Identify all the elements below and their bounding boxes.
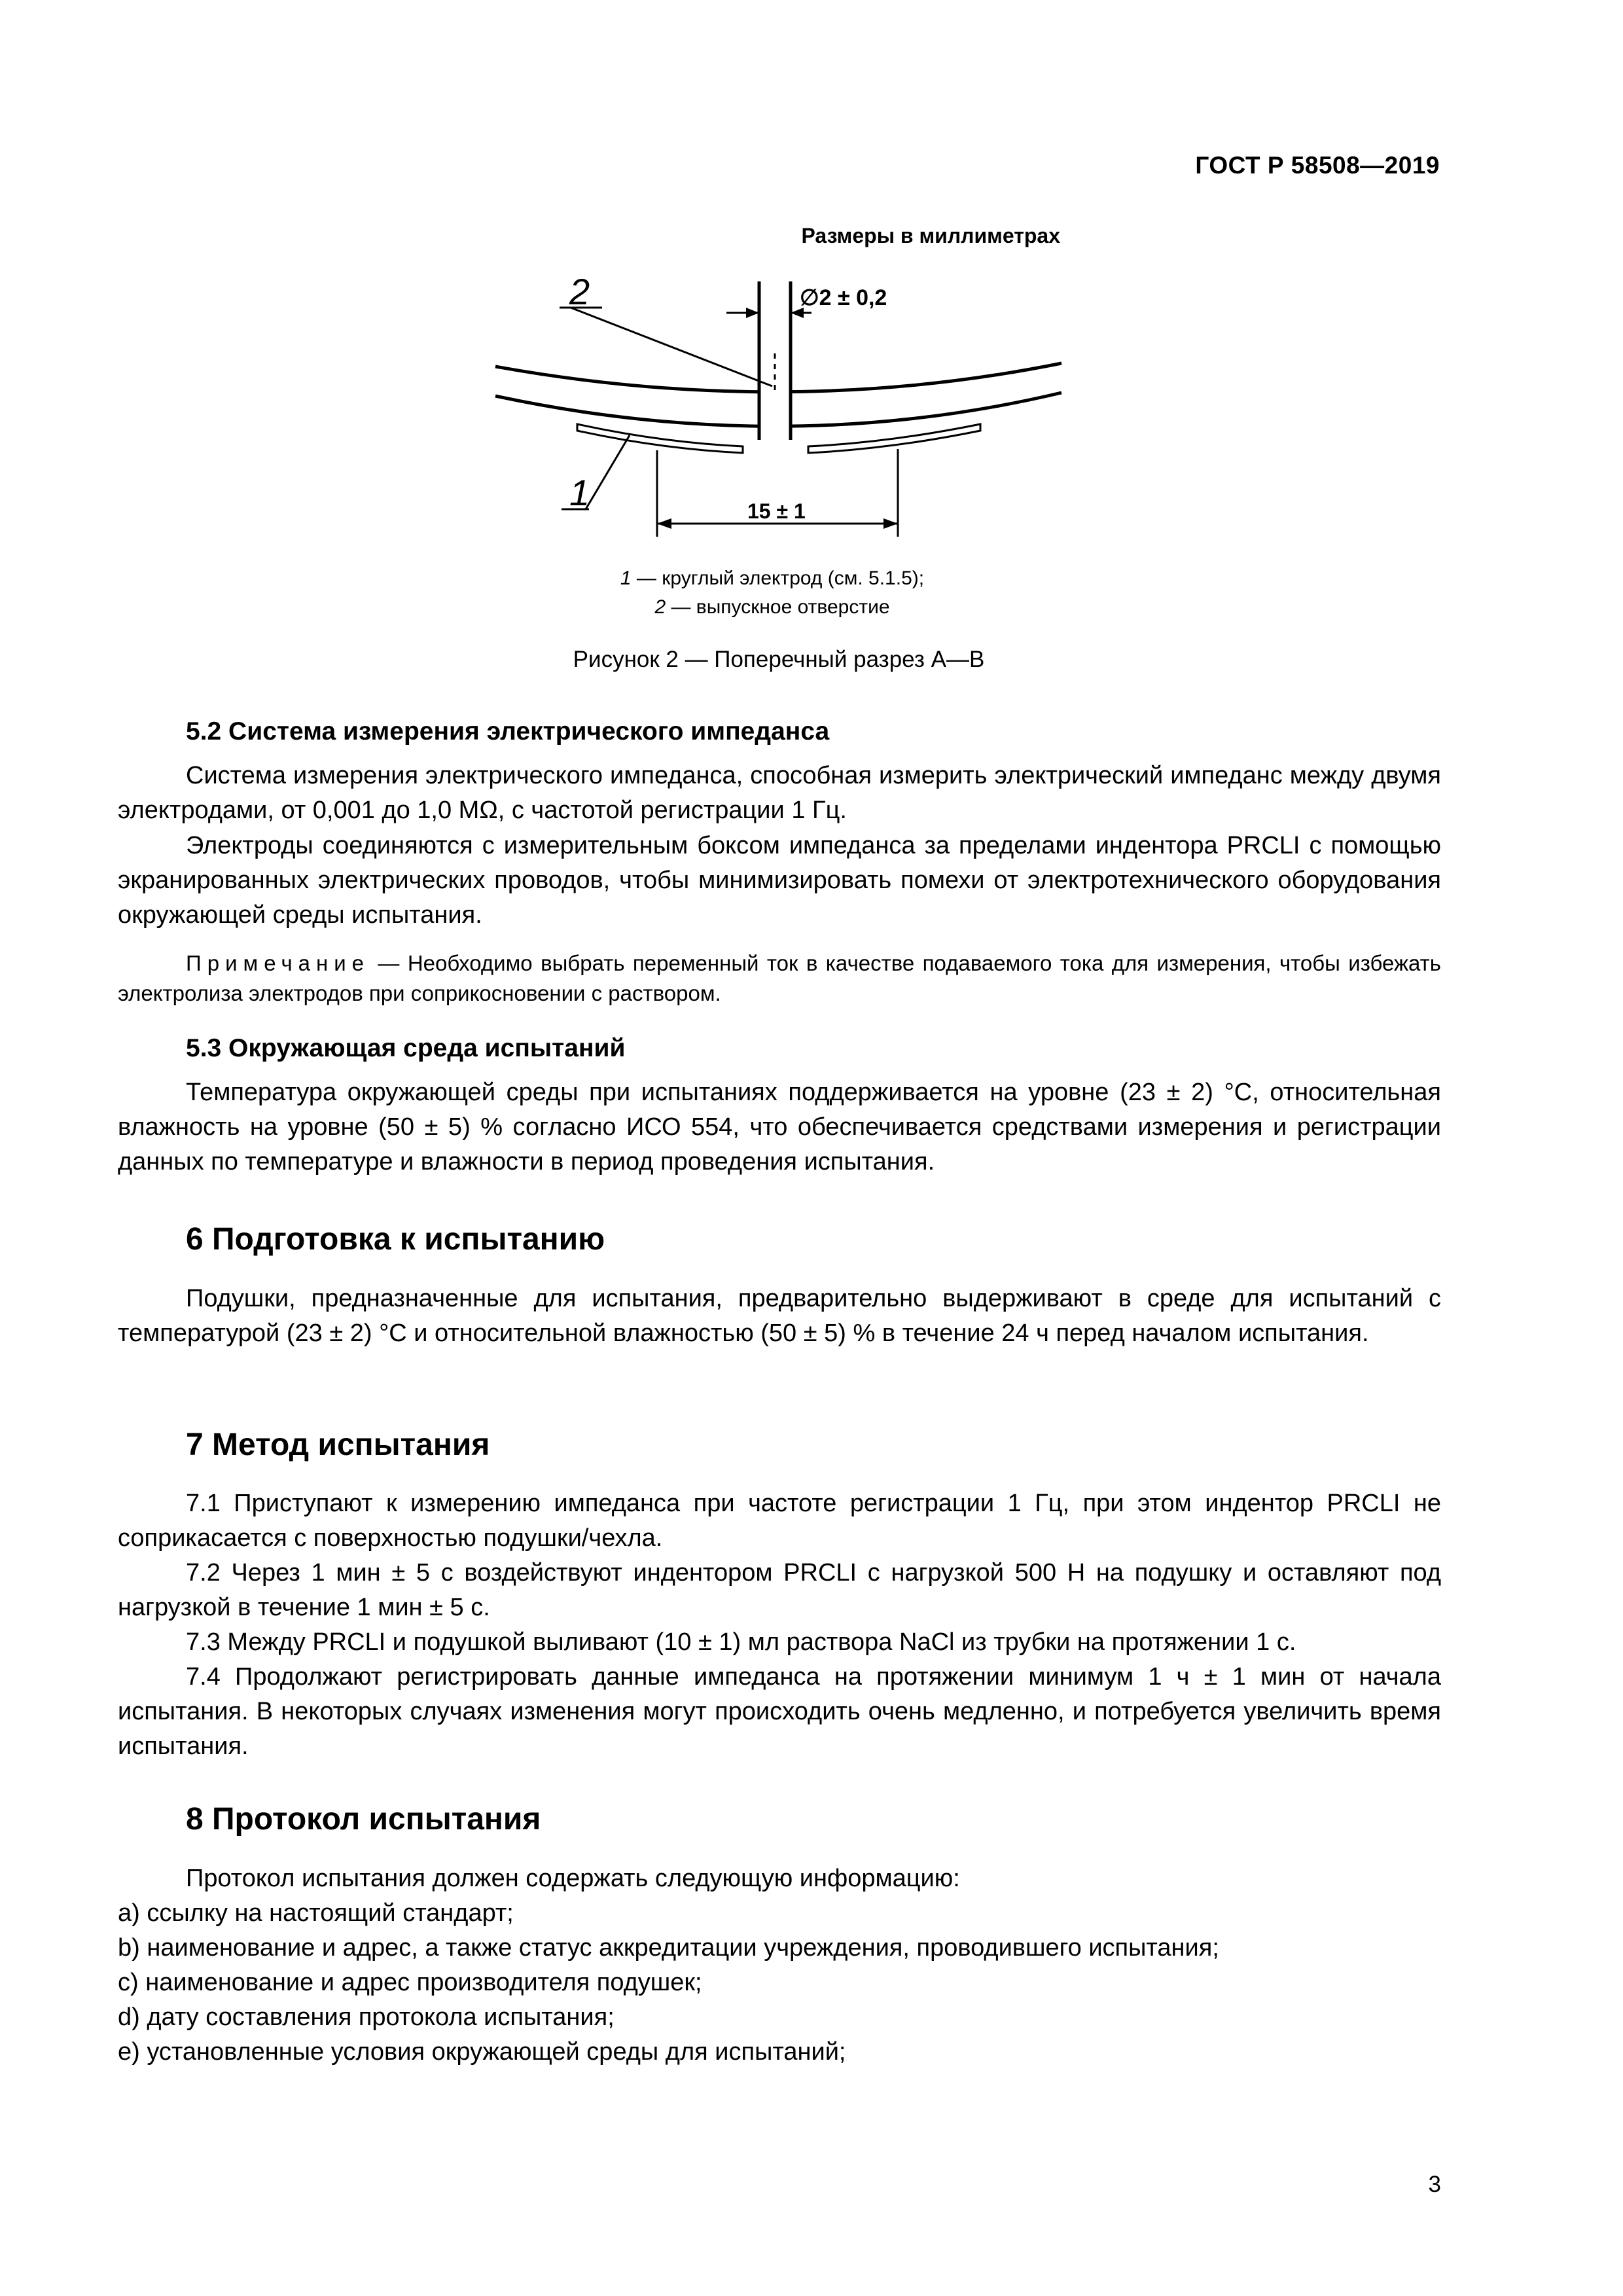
list-item: c) наименование и адрес производителя подушек; (118, 1969, 702, 1996)
note-text: — Необходимо выбрать переменный ток в качестве подаваемого тока для измерения, чтобы избежать электролиза электродов при соприкосновении с раствором. (118, 951, 1441, 1005)
page-number: 3 (1428, 2172, 1441, 2197)
standard-code: ГОСТ Р 58508—2019 (1195, 152, 1440, 179)
electrode-right (808, 424, 980, 453)
cross-section-figure (458, 249, 1086, 537)
section-8-intro: Протокол испытания должен содержать следующую информацию: (186, 1865, 960, 1892)
callout-1-label: 1 (569, 472, 590, 513)
callout-2-leader (571, 308, 772, 386)
section-5-2-paragraph-2: Электроды соединяются с измерительным боксом импеданса за пределами индентора PRCLI с помощью экранированных электрических проводов, чтобы минимизировать помехи от электротехнического оборудования окружающей среды испытания. (118, 832, 1441, 929)
section-6-title: 6 Подготовка к испытанию (186, 1222, 605, 1257)
list-item: е) установленные условия окружающей среды для испытаний; (118, 2038, 846, 2066)
electrode-left (577, 424, 743, 453)
section-5-2-title: 5.2 Система измерения электрического импеданса (186, 717, 830, 745)
figure-legend (458, 564, 1086, 622)
section-5-3-title: 5.3 Окружающая среда испытаний (186, 1034, 626, 1062)
section-7-1-paragraph: 7.1 Приступают к измерению импеданса при частоте регистрации 1 Гц, при этом индентор PRCLI не соприкасается с поверхностью подушки/чехла. (118, 1490, 1441, 1552)
section-6-paragraph: Подушки, предназначенные для испытания, предварительно выдерживают в среде для испытаний с температурой (23 ± 2) °С и относительной влажностью (50 ± 5) % в течение 24 ч перед началом испытания. (118, 1285, 1441, 1347)
callout-2-label: 2 (569, 271, 590, 312)
note-label: Примечание (186, 951, 370, 975)
section-7-title: 7 Метод испытания (186, 1427, 490, 1462)
list-item: b) наименование и адрес, а также статус аккредитации учреждения, проводившего испытания; (118, 1934, 1219, 1962)
width-dimension-label: 15 ± 1 (747, 499, 806, 523)
section-7-4-paragraph: 7.4 Продолжают регистрировать данные импеданса на протяжении минимум 1 ч ± 1 мин от начала испытания. В некоторых случаях изменения могут происходить очень медленно, и потребуется увеличить время испытания. (118, 1663, 1441, 1760)
list-item: а) ссылку на настоящий стандарт; (118, 1899, 514, 1927)
figure-caption: Рисунок 2 — Поперечный разрез A—B (573, 647, 985, 672)
diameter-dimension-label: ∅2 ± 0,2 (800, 285, 887, 310)
section-8-title: 8 Протокол испытания (186, 1802, 541, 1837)
list-item: d) дату составления протокола испытания; (118, 2003, 615, 2031)
section-5-2-paragraph-1: Система измерения электрического импеданса, способная измерить электрический импеданс между двумя электродами, от 0,001 до 1,0 МΩ, с частотой регистрации 1 Гц. (118, 762, 1441, 824)
legend-item: 2 — выпускное отверстие (654, 596, 890, 618)
section-5-3-paragraph: Температура окружающей среды при испытаниях поддерживается на уровне (23 ± 2) °С, относительная влажность на уровне (50 ± 5) % согласно ИСО 554, что обеспечивается средствами измерения и регистрации данных по температуре и влажности в период проведения испытания. (118, 1079, 1441, 1175)
section-5-2-note (118, 948, 1441, 1009)
figure-units-note: Размеры в миллиметрах (801, 224, 1060, 247)
section-7-2-paragraph: 7.2 Через 1 мин ± 5 с воздействуют индентором PRCLI с нагрузкой 500 Н на подушку и оставляют под нагрузкой в течение 1 мин ± 5 с. (118, 1559, 1441, 1621)
legend-item: 1 — круглый электрод (см. 5.1.5); (620, 567, 925, 589)
section-7-3-paragraph: 7.3 Между PRCLI и подушкой выливают (10 ± 1) мл раствора NaCl из трубки на протяжении 1 с. (186, 1628, 1296, 1656)
callout-1-leader (586, 435, 630, 509)
